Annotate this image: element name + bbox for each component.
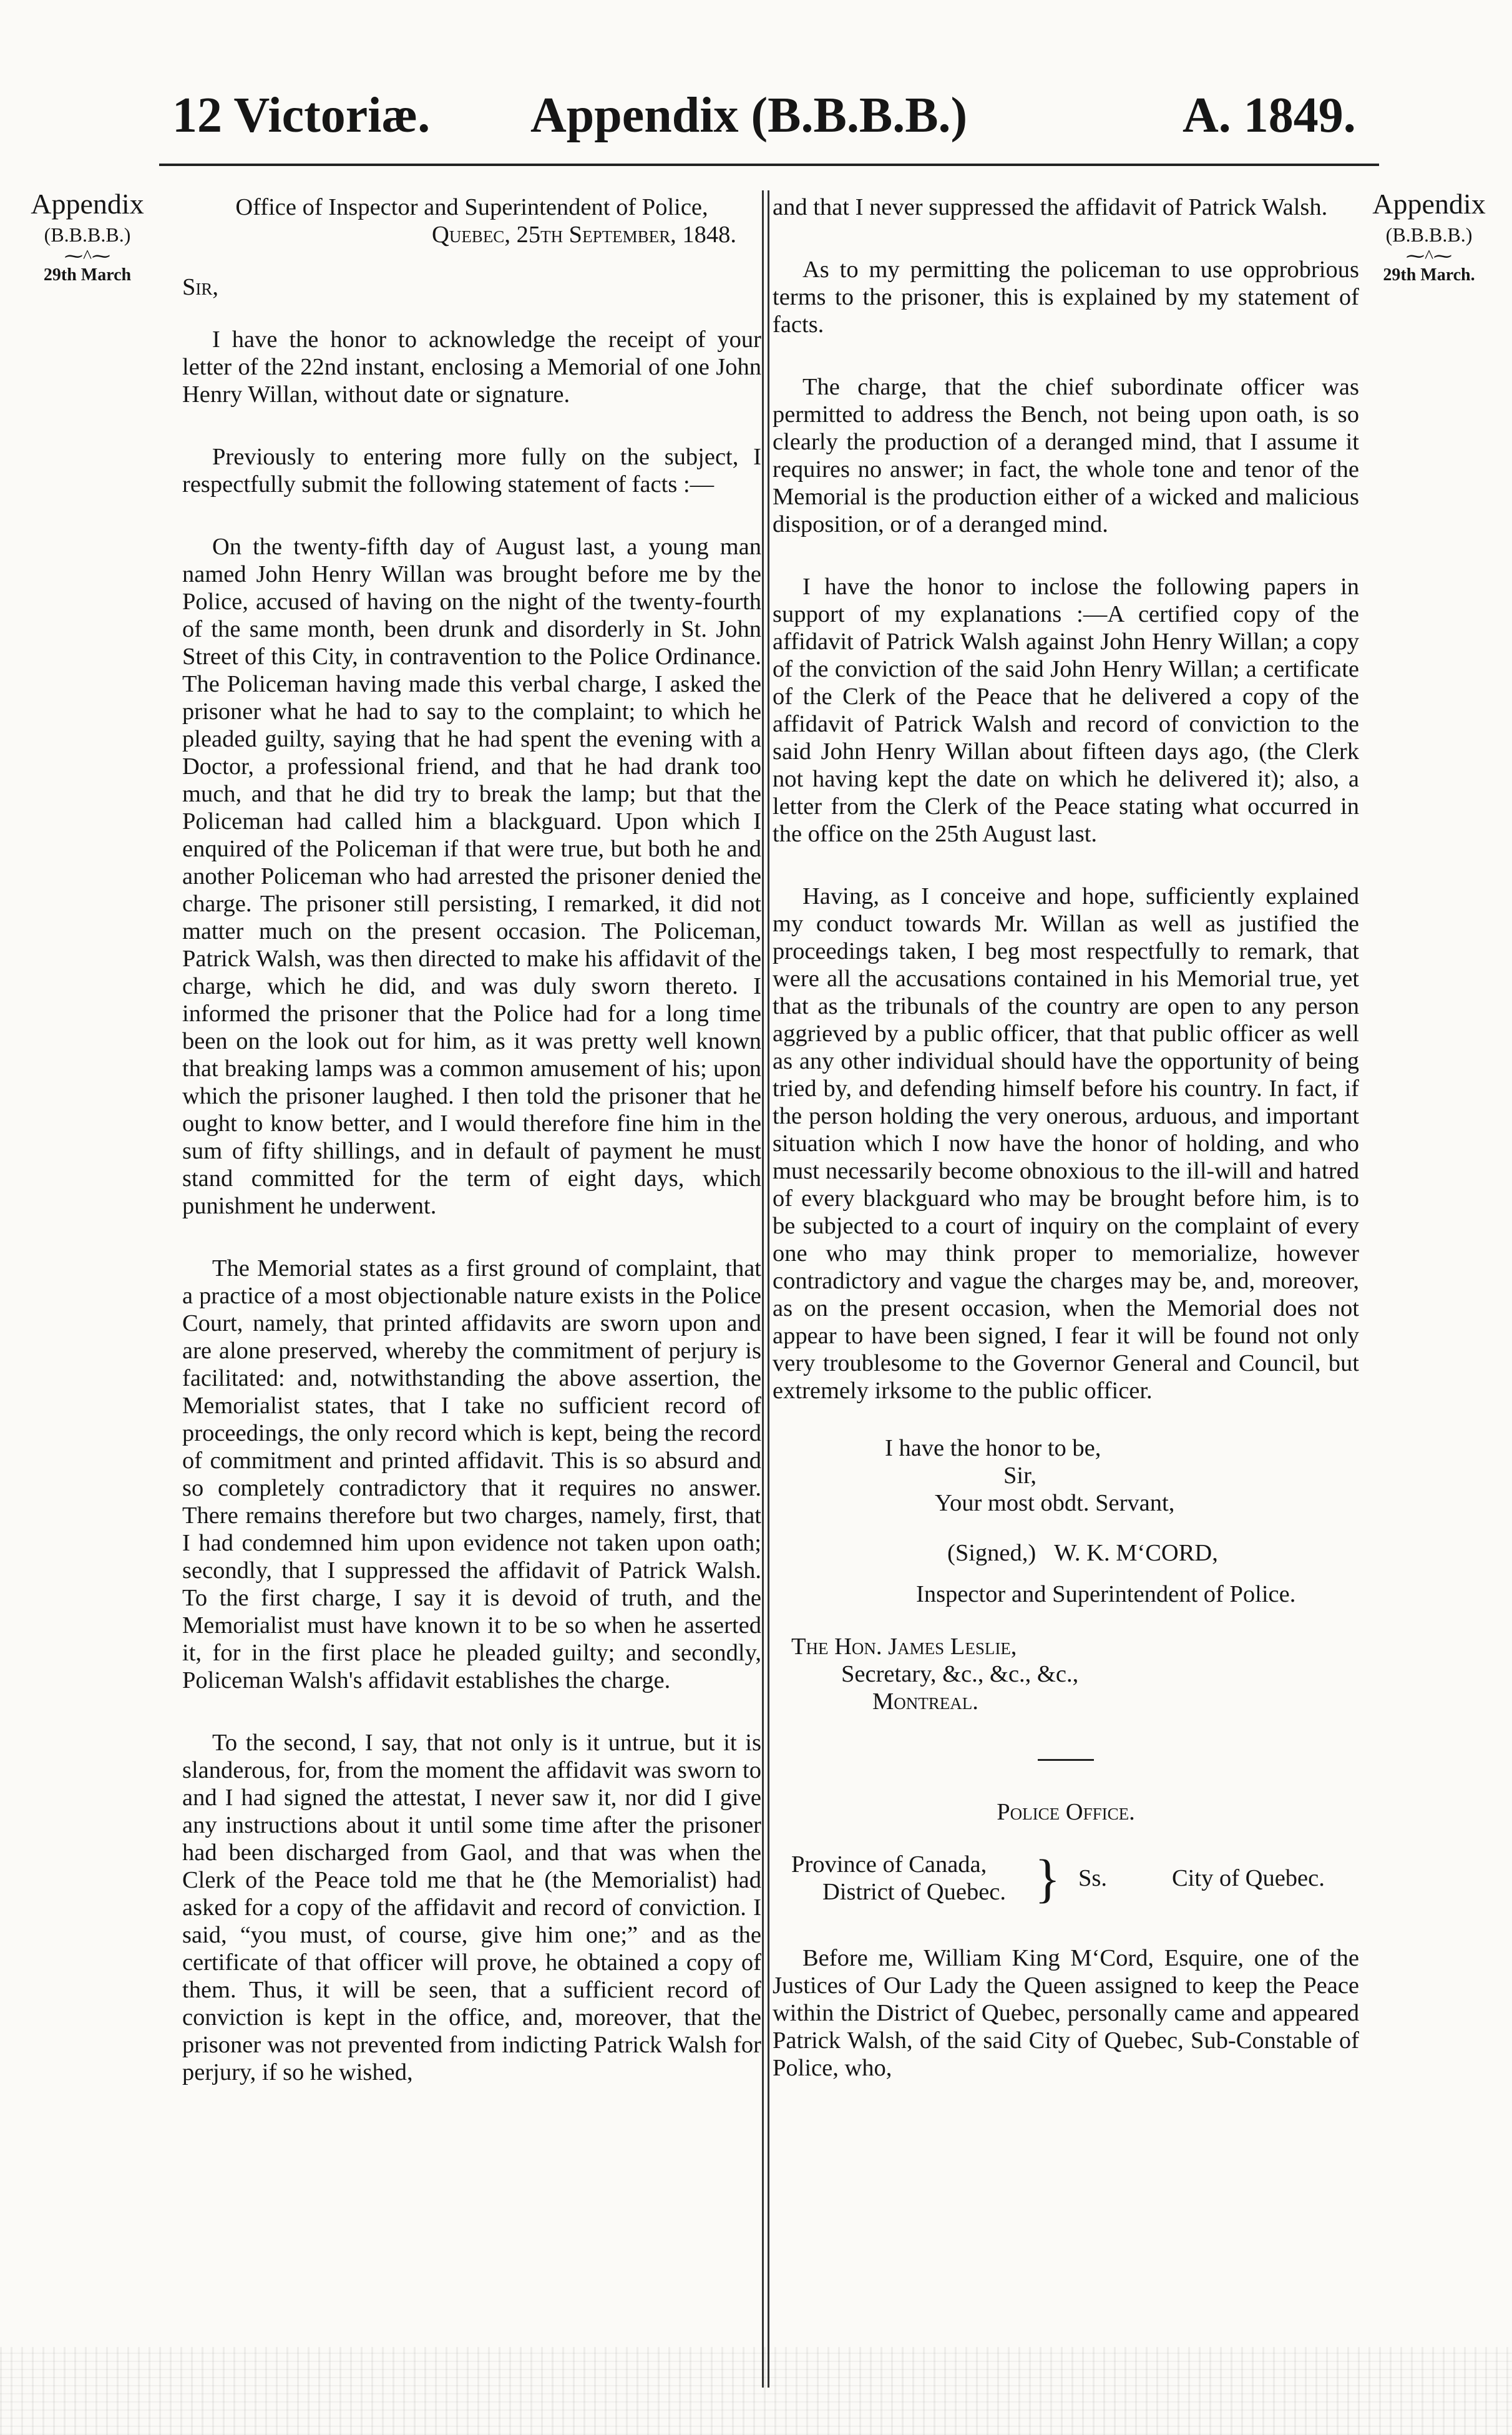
city-line: City of Quebec. bbox=[1172, 1865, 1325, 1891]
right-column bbox=[773, 194, 1359, 2082]
signed-label: (Signed,) bbox=[947, 1540, 1036, 1566]
header-session: 12 Victoriæ. bbox=[172, 88, 431, 143]
signer-name: W. K. M‘CORD, bbox=[1054, 1540, 1218, 1566]
flourish-icon: ⁓^⁓ bbox=[1405, 246, 1453, 267]
flourish-icon: ⁓^⁓ bbox=[64, 246, 111, 267]
signer-title: Inspector and Superintendent of Police. bbox=[916, 1581, 1296, 1607]
margin-title: Appendix bbox=[1372, 188, 1486, 220]
paragraph: The Memorial states as a first ground of complaint, that a practice of a most objectionable nature exists in the Police Court, namely, that printed affidavits are sworn upon and are alone preserved, whereby the commitment of perjury is facilitated: and, notwithstanding the above assertion, the Memorialist states, that I take no sufficient record of proceedings, the only record which is kept, being the record of commitment and printed affidavit. This is so absurd and so completely contradictory that it requires no answer. There remains therefore but two charges, namely, first, that I had condemned him upon evidence not taken upon oath; secondly, that I suppressed the affidavit of Patrick Walsh. To the first charge, I say it is devoid of truth, and the Memorialist must have known it to be so when he asserted it, for in the first place he pleaded guilty; and secondly, Policeman Walsh's affidavit establishes the charge. bbox=[182, 1255, 761, 1693]
margin-sub: (B.B.B.B.) bbox=[44, 223, 131, 246]
column-divider bbox=[762, 190, 764, 2388]
province-line: Province of Canada, bbox=[791, 1851, 987, 1878]
right-margin-note bbox=[1342, 187, 1512, 286]
header-year: A. 1849. bbox=[1183, 88, 1356, 143]
header-appendix: Appendix (B.B.B.B.) bbox=[530, 88, 968, 143]
header-rule bbox=[159, 164, 1379, 166]
paragraph: I have the honor to acknowledge the receipt of your letter of the 22nd instant, enclosing a Memorial of one John Henry Willan, without date or signature. bbox=[182, 326, 761, 408]
address-line: The Hon. James Leslie, bbox=[791, 1634, 1017, 1660]
paragraph: Previously to entering more fully on the subject, I respectfully submit the following statement of facts :— bbox=[182, 444, 761, 497]
left-column bbox=[182, 194, 761, 2086]
address-line: Montreal. bbox=[872, 1688, 978, 1715]
margin-title: Appendix bbox=[31, 188, 144, 220]
page-edge-speckle bbox=[0, 2347, 1512, 2435]
margin-date: 29th March bbox=[43, 265, 132, 285]
paragraph: I have the honor to inclose the following papers in support of my explanations :—A certified copy of the affidavit of Patrick Walsh against John Henry Willan; a copy of the conviction of the said John Henry Willan; a certificate of the Clerk of the Peace that he delivered a copy of the affidavit of Patrick Walsh and record of conviction to the said John Henry Willan about fifteen days ago, (the Clerk not having kept the date on which he delivered it); also, a letter from the Clerk of the Peace stating what occurred in the office on the 25th August last. bbox=[773, 574, 1359, 847]
margin-date: 29th March. bbox=[1383, 265, 1475, 285]
paragraph: As to my permitting the policeman to use opprobrious terms to the prisoner, this is explained by my statement of facts. bbox=[773, 257, 1359, 338]
brace-icon: } bbox=[1035, 1848, 1061, 1908]
running-header bbox=[0, 87, 1512, 156]
paragraph: To the second, I say, that not only is it untrue, but it is slanderous, for, from the moment the affidavit was sworn to and I had signed the attestat, I never saw it, nor did I give any instructions about it until some time after the prisoner had been discharged from Gaol, and that was when the Clerk of the Peace told me that he (the Memorialist) had asked for a copy of the affidavit and record of conviction. I said, “you must, of course, give him one;” and as the certificate of that officer will prove, he obtained a copy of them. Thus, it will be seen, that a sufficient record of conviction is kept in the office, and, moreover, that the prisoner was not prevented from indicting Patrick Walsh for perjury, if so he wished, bbox=[182, 1730, 761, 2085]
section-rule bbox=[1038, 1759, 1094, 1761]
police-office-heading: Police Office. bbox=[997, 1799, 1135, 1825]
paragraph: The charge, that the chief subordinate officer was permitted to address the Bench, not being upon oath, is so clearly the production of a deranged mind, that I assume it requires no answer; in fact, the whole tone and tenor of the Memorial is the production either of a wicked and malicious disposition, or of a deranged mind. bbox=[773, 374, 1359, 537]
closing-line: I have the honor to be, bbox=[885, 1435, 1101, 1461]
address-line: Secretary, &c., &c., &c., bbox=[841, 1661, 1079, 1687]
dateline: Quebec, 25th September, 1848. bbox=[432, 222, 736, 248]
salutation: Sir, bbox=[182, 274, 219, 300]
district-line: District of Quebec. bbox=[822, 1879, 1006, 1905]
paragraph: and that I never suppressed the affidavit of Patrick Walsh. bbox=[773, 194, 1328, 220]
venue-block bbox=[773, 1848, 1359, 1919]
left-margin-note bbox=[0, 187, 175, 286]
closing-line: Your most obdt. Servant, bbox=[935, 1490, 1175, 1516]
closing-line: Sir, bbox=[1003, 1462, 1037, 1489]
paragraph: Before me, William King M‘Cord, Esquire, one of the Justices of Our Lady the Queen assigned to keep the Peace within the District of Quebec, personally came and appeared Patrick Walsh, of the said City of Quebec, Sub-Constable of Police, who, bbox=[773, 1945, 1359, 2081]
paragraph: Having, as I conceive and hope, sufficiently explained my conduct towards Mr. Willan as well as justified the proceedings taken, I beg most respectfully to remark, that were all the accusations contained in his Memorial true, yet that as the tribunals of the country are open to any person aggrieved by a public officer, that that public officer as well as any other individual should have the opportunity of being tried by, and defending himself before his country. In fact, if the person holding the very onerous, arduous, and important situation which I now have the honor of holding, and who must necessarily become obnoxious to the ill-will and hatred of every blackguard who may be brought before him, is to be subjected to a court of inquiry on the complaint of every one who may think proper to memorialize, however contradictory and vague the charges may be, and, moreover, as on the present occasion, when the Memorial does not appear to have been signed, I fear it will be found not only very troublesome to the Governor General and Council, but extremely irksome to the public officer. bbox=[773, 883, 1359, 1404]
ss-label: Ss. bbox=[1078, 1865, 1108, 1891]
margin-sub: (B.B.B.B.) bbox=[1385, 223, 1473, 246]
paragraph: On the twenty-fifth day of August last, a young man named John Henry Willan was brought before me by the Police, accused of having on the night of the twenty-fourth of the same month, been drunk and disorderly in St. John Street of this City, in contravention to the Police Ordinance. The Policeman having made this verbal charge, I asked the prisoner what he had to say to the complaint; to which he pleaded guilty, saying that he had spent the evening with a Doctor, a professional friend, and that he had drank too much, and that he did try to break the lamp; but that the Policeman had called him a blackguard. Upon which I enquired of the Policeman if that were true, but both he and another Policeman who had arrested the prisoner denied the charge. The prisoner still persisting, I remarked, it did not matter much on the present occasion. The Policeman, Patrick Walsh, was then directed to make his affidavit of the charge, which he did, and was duly sworn thereto. I informed the prisoner that the Police had for a long time been on the look out for him, as it was pretty well known that breaking lamps was a common amusement of his; upon which the prisoner laughed. I then told the prisoner that he ought to know better, and I would therefore fine him in the sum of fifty shillings, and in default of payment he must stand committed for the term of eight days, which punishment he underwent. bbox=[182, 534, 761, 1219]
signature-line bbox=[773, 1539, 1359, 1567]
office-heading: Office of Inspector and Superintendent of Police, bbox=[235, 194, 708, 220]
column-divider bbox=[768, 190, 769, 2388]
